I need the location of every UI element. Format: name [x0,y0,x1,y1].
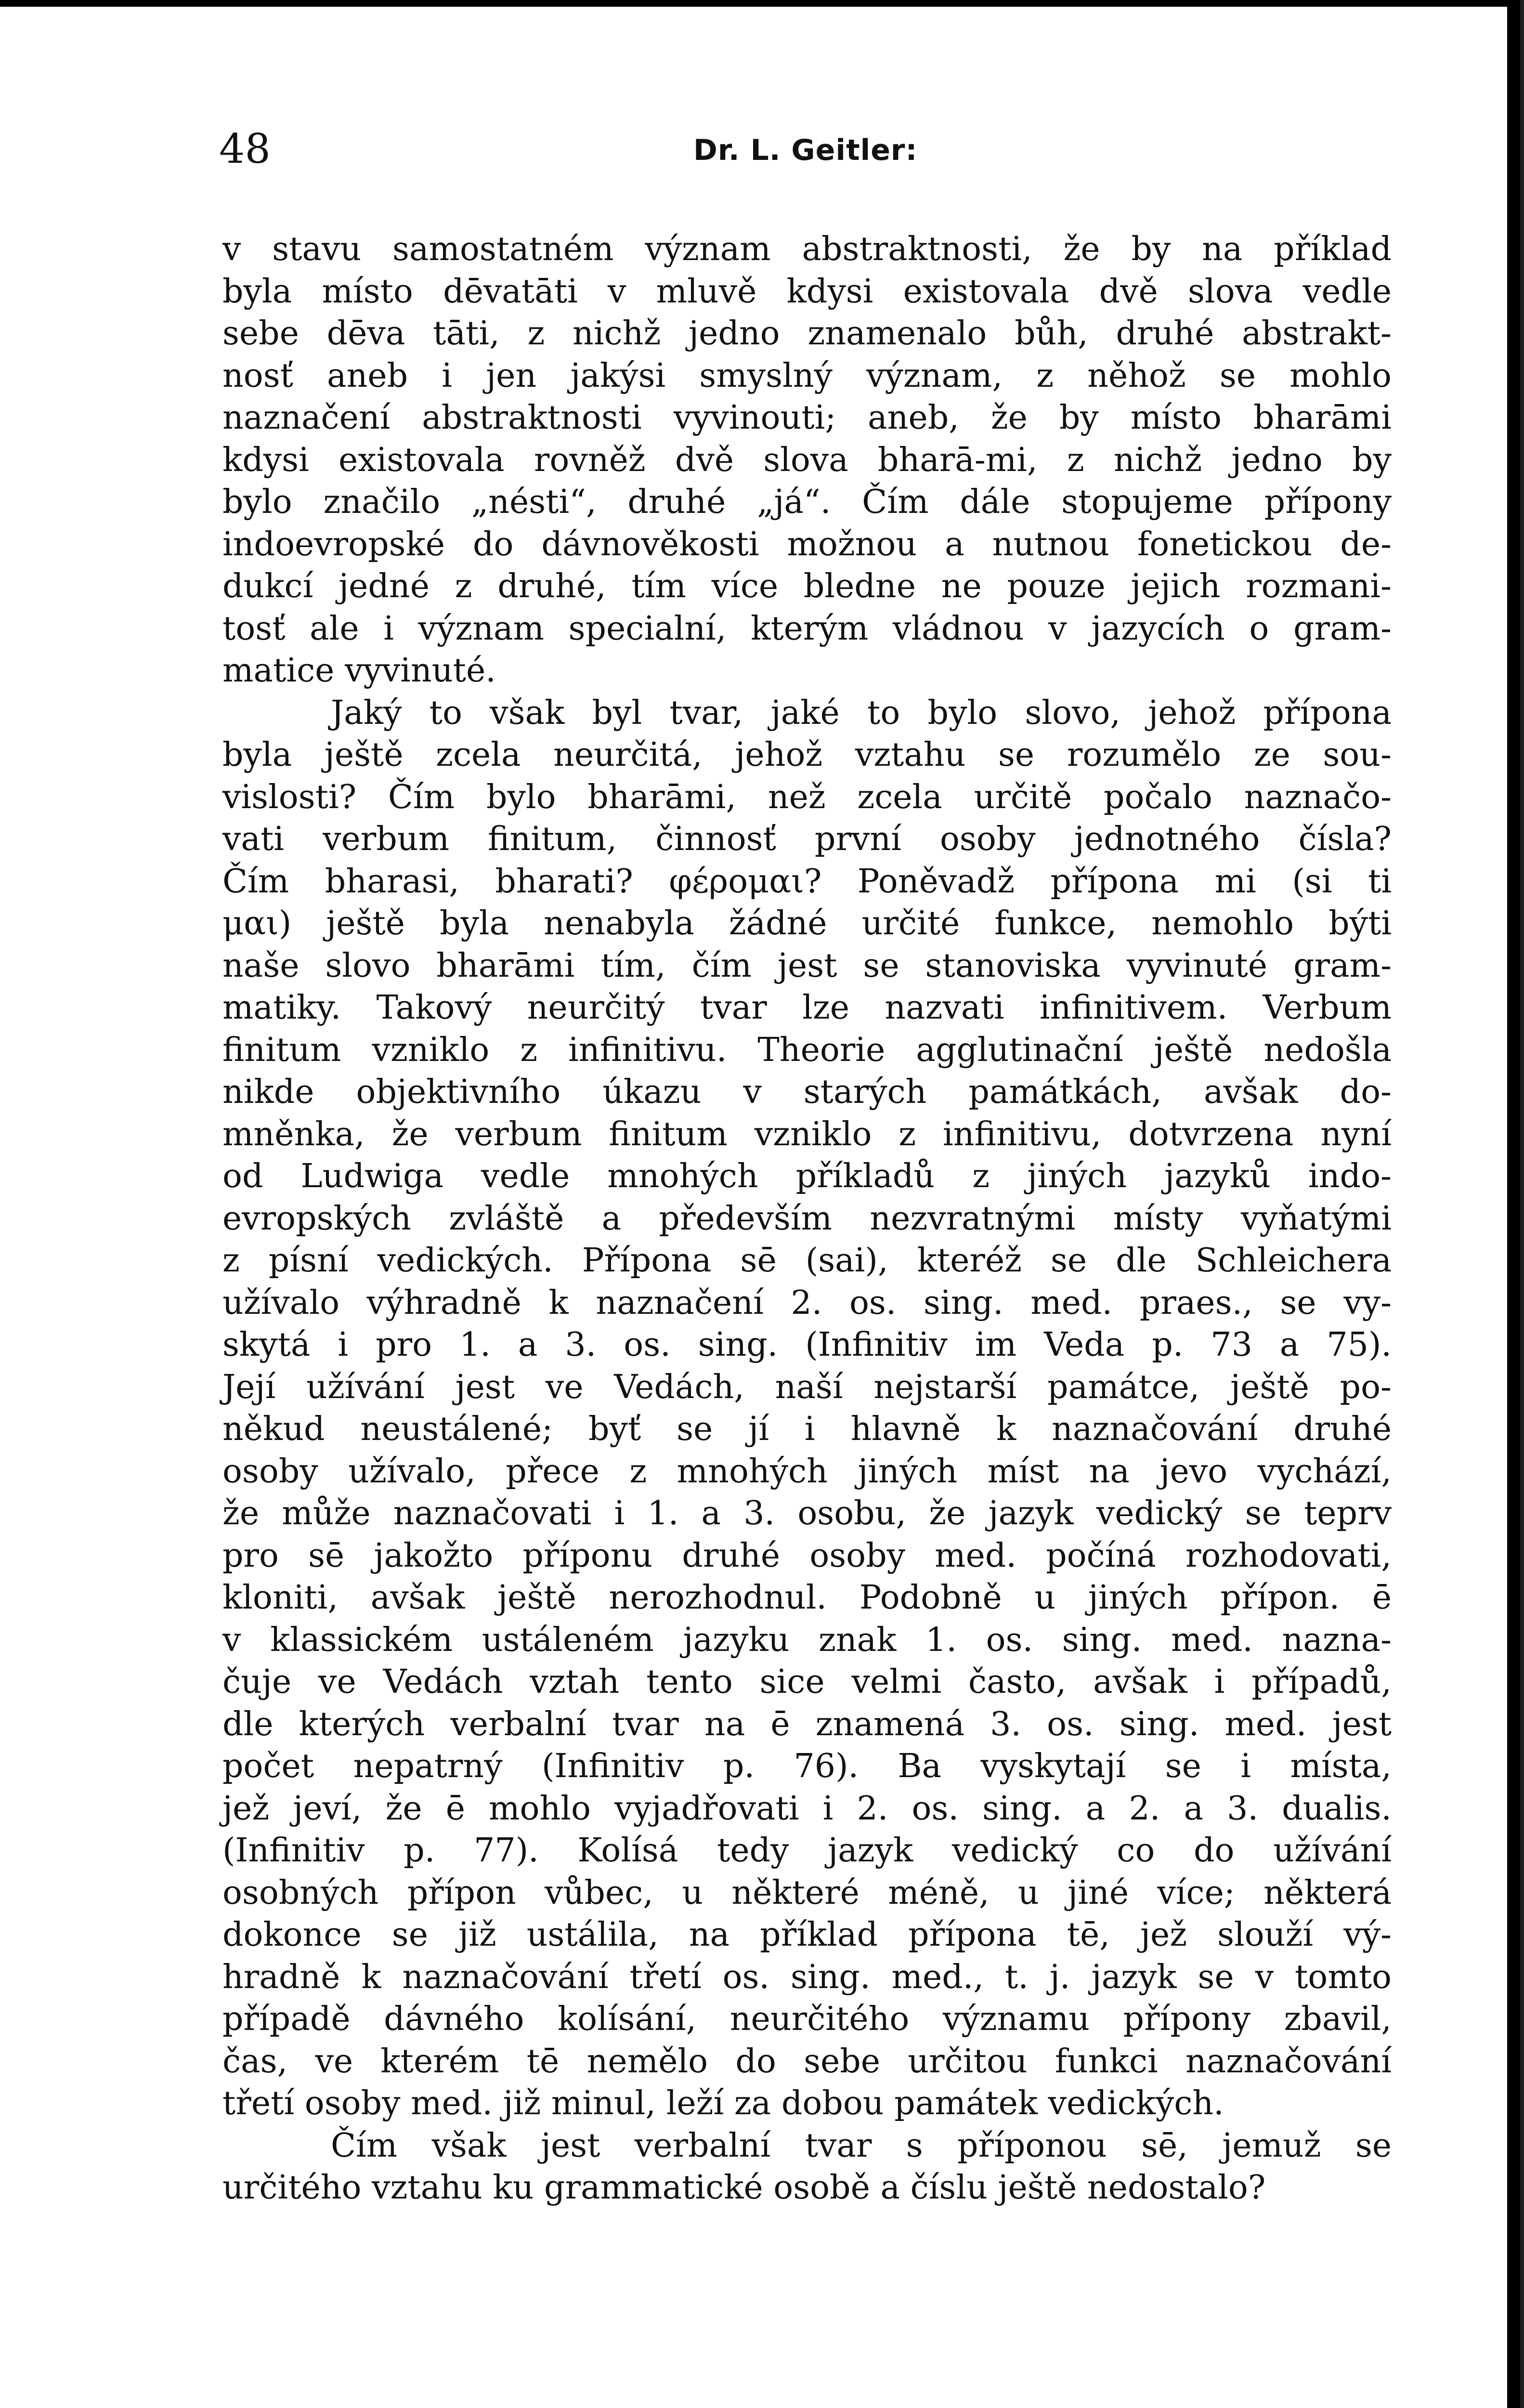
text-line: od Ludwiga vedle mnohých příkladů z jiných jazyků indo- [222,1157,1392,1195]
text-line: počet nepatrný (Infinitiv p. 76). Ba vyskytají se i místa, [222,1747,1392,1785]
text-line: třetí osoby med. již minul, leží za dobou památek vedických. [222,2084,1224,2122]
text-line: naznačení abstraktnosti vyvinouti; aneb, že by místo bharāmi [222,399,1392,437]
page-number: 48 [219,125,271,172]
text-line: indoevropské do dávnověkosti možnou a nutnou fonetickou de- [222,525,1392,563]
text-line: jež jeví, že ē mohlo vyjadřovati i 2. os. sing. a 2. a 3. dualis. [222,1789,1392,1828]
text-line: sebe dēva tāti, z nichž jedno znamenalo bůh, druhé abstrakt- [222,314,1392,353]
text-line: nikde objektivního úkazu v starých památkách, avšak do- [222,1073,1392,1111]
text-line: mněnka, že verbum finitum vzniklo z infinitivu, dotvrzena nyní [222,1115,1392,1153]
text-line: v klassickém ustáleném jazyku znak 1. os. sing. med. nazna- [222,1621,1392,1659]
running-head: Dr. L. Geitler: [693,133,918,167]
text-line: z písní vedických. Přípona sē (sai), kteréž se dle Schleichera [222,1242,1392,1280]
text-line: nosť aneb i jen jakýsi smyslný význam, z něhož se mohlo [222,356,1392,395]
text-line: dokonce se již ustálila, na příklad přípona tē, jež slouží vý- [222,1916,1392,1954]
page-edge-shadow [1520,0,1524,2408]
text-line: vati verbum finitum, činnosť první osoby jednotného čísla? [222,820,1392,858]
text-line: někud neustálené; byť se jí i hlavně k naznačování druhé [222,1410,1392,1448]
text-line: čuje ve Vedách vztah tento sice velmi často, avšak i případů, [222,1663,1392,1701]
text-line: čas, ve kterém tē nemělo do sebe určitou funkci naznačování [222,2042,1392,2081]
text-line: μαι) ještě byla nenabyla žádné určité funkce, nemohlo býti [222,904,1392,942]
text-line: kloniti, avšak ještě nerozhodnul. Podobně u jiných přípon. ē [222,1579,1392,1617]
text-line: Její užívání jest ve Vedách, naší nejstarší památce, ještě po- [222,1368,1392,1406]
text-line: bylo značilo „nésti“, druhé „já“. Čím dále stopujeme přípony [222,483,1392,521]
text-line: kdysi existovala rovněž dvě slova bharā-mi, z nichž jedno by [222,441,1392,479]
text-line: matice vyvinuté. [222,652,496,690]
text-line: Čím však jest verbalní tvar s příponou sē, jemuž se [331,2126,1392,2165]
text-line: že může naznačovati i 1. a 3. osobu, že jazyk vedický se teprv [222,1494,1392,1532]
text-line: vislosti? Čím bylo bharāmi, než zcela určitě počalo naznačo- [222,778,1392,816]
book-page [0,7,1507,2408]
text-line: pro sē jakožto příponu druhé osoby med. počíná rozhodovati, [222,1536,1392,1575]
text-line: Čím bharasi, bharati? φέρομαι? Poněvadž přípona mi (si ti [222,862,1392,901]
text-line: tosť ale i význam specialní, kterým vládnou v jazycích o gram- [222,609,1392,648]
text-line: (Infinitiv p. 77). Kolísá tedy jazyk vedický co do užívání [222,1832,1392,1870]
text-line: byla ještě zcela neurčitá, jehož vztahu se rozumělo ze sou- [222,736,1392,774]
text-line: dukcí jedné z druhé, tím více bledne ne pouze jejich rozmani- [222,567,1392,605]
text-line: hradně k naznačování třetí os. sing. med., t. j. jazyk se v tomto [222,1958,1392,1996]
text-line: v stavu samostatném význam abstraktnosti, že by na příklad [222,230,1392,268]
text-line: případě dávného kolísání, neurčitého významu přípony zbavil, [222,2000,1392,2038]
text-line: osobných přípon vůbec, u některé méně, u jiné více; některá [222,1873,1392,1912]
text-line: evropských zvláště a především nezvratnými místy vyňatými [222,1199,1392,1238]
text-line: skytá i pro 1. a 3. os. sing. (Infinitiv im Veda p. 73 a 75). [222,1326,1392,1364]
text-line: dle kterých verbalní tvar na ē znamená 3. os. sing. med. jest [222,1705,1392,1743]
text-line: finitum vzniklo z infinitivu. Theorie agglutinační ještě nedošla [222,1031,1392,1069]
text-line: užívalo výhradně k naznačení 2. os. sing. med. praes., se vy- [222,1283,1392,1322]
text-line: osoby užívalo, přece z mnohých jiných míst na jevo vychází, [222,1452,1392,1491]
body-text [222,228,1392,2209]
text-line: byla místo dēvatāti v mluvě kdysi existovala dvě slova vedle [222,272,1392,311]
text-line: matiky. Takový neurčitý tvar lze nazvati infinitivem. Verbum [222,989,1392,1027]
text-line: Jaký to však byl tvar, jaké to bylo slovo, jehož přípona [331,694,1392,732]
page-header [219,122,1394,175]
text-line: určitého vztahu ku grammatické osobě a číslu ještě nedostalo? [222,2169,1266,2207]
text-line: naše slovo bharāmi tím, čím jest se stanoviska vyvinuté gram- [222,946,1392,985]
